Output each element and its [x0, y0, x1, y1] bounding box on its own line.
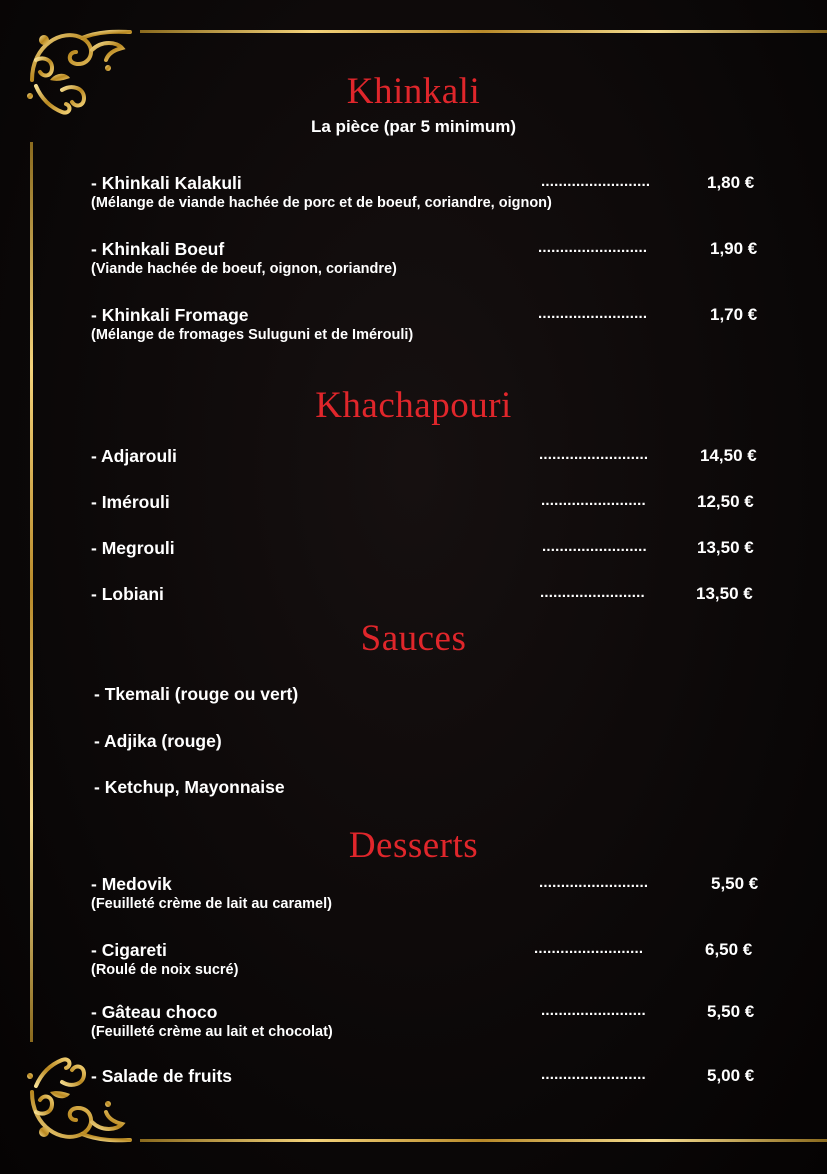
item-name: - Cigareti — [91, 940, 167, 960]
dot-leader: ........................ — [541, 1002, 646, 1019]
dot-leader: ........................ — [540, 584, 645, 601]
item-description: (Mélange de viande hachée de porc et de boeuf, coriandre, oignon) — [91, 195, 552, 211]
item-price: 13,50 € — [697, 538, 754, 557]
dot-leader: ......................... — [539, 446, 649, 463]
menu-item-khinkali-kalakuli — [91, 173, 771, 213]
item-name: - Khinkali Kalakuli — [91, 173, 242, 193]
section-title-sauces: Sauces — [360, 618, 467, 659]
dot-leader: ......................... — [534, 940, 644, 957]
item-price: 1,90 € — [710, 239, 758, 258]
item-description: (Viande hachée de boeuf, oignon, coriandre) — [91, 261, 397, 277]
dot-leader: ........................ — [541, 1066, 646, 1083]
menu-item-megrouli — [91, 538, 771, 558]
item-name: - Lobiani — [91, 584, 164, 604]
sauce-item-tkemali: - Tkemali (rouge ou vert) — [94, 684, 299, 704]
item-name: - Adjarouli — [91, 446, 177, 466]
dot-leader: ......................... — [538, 305, 648, 322]
menu-item-lobiani — [91, 584, 771, 604]
item-name: - Salade de fruits — [91, 1066, 233, 1086]
gold-ornament-bottom-icon — [22, 1040, 134, 1152]
gold-border-left — [30, 142, 33, 1042]
item-price: 5,00 € — [707, 1066, 755, 1085]
item-description: (Roulé de noix sucré) — [91, 962, 239, 978]
item-name: - Gâteau choco — [91, 1002, 218, 1022]
item-price: 13,50 € — [696, 584, 753, 603]
section-title-khinkali: Khinkali — [346, 71, 481, 112]
sauce-item-adjika: - Adjika (rouge) — [94, 731, 222, 751]
section-title-khachapouri: Khachapouri — [315, 385, 512, 426]
menu-item-khinkali-fromage — [91, 305, 771, 345]
item-price: 1,80 € — [707, 173, 755, 192]
item-description: (Feuilleté crème de lait au caramel) — [91, 896, 332, 912]
menu-item-gateau-choco — [91, 1002, 771, 1042]
item-price: 5,50 € — [711, 874, 759, 893]
gold-border-top — [140, 30, 827, 33]
item-name: - Imérouli — [91, 492, 170, 512]
item-name: - Khinkali Boeuf — [91, 239, 225, 259]
item-name: - Medovik — [91, 874, 172, 894]
dot-leader: ........................ — [542, 538, 647, 555]
sauce-item-ketchup-mayonnaise: - Ketchup, Mayonnaise — [94, 777, 285, 797]
item-price: 5,50 € — [707, 1002, 755, 1021]
gold-border-bottom — [140, 1139, 827, 1142]
menu-item-salade-de-fruits — [91, 1066, 771, 1086]
dot-leader: ......................... — [538, 239, 648, 256]
item-name: - Khinkali Fromage — [91, 305, 249, 325]
menu-item-medovik — [91, 874, 771, 914]
item-price: 1,70 € — [710, 305, 758, 324]
item-name: - Megrouli — [91, 538, 175, 558]
menu-item-adjarouli — [91, 446, 771, 466]
item-price: 6,50 € — [705, 940, 753, 959]
item-price: 14,50 € — [700, 446, 757, 465]
khinkali-subtitle: La pièce (par 5 minimum) — [311, 117, 516, 136]
dot-leader: ......................... — [539, 874, 649, 891]
dot-leader: ........................ — [541, 492, 646, 509]
menu-item-cigareti — [91, 940, 771, 980]
section-title-desserts: Desserts — [348, 825, 479, 866]
menu-item-khinkali-boeuf — [91, 239, 771, 279]
menu-item-imerouli — [91, 492, 771, 512]
item-description: (Feuilleté crème au lait et chocolat) — [91, 1024, 333, 1040]
dot-leader: ......................... — [541, 173, 651, 190]
item-description: (Mélange de fromages Suluguni et de Imérouli) — [91, 327, 414, 343]
item-price: 12,50 € — [697, 492, 754, 511]
